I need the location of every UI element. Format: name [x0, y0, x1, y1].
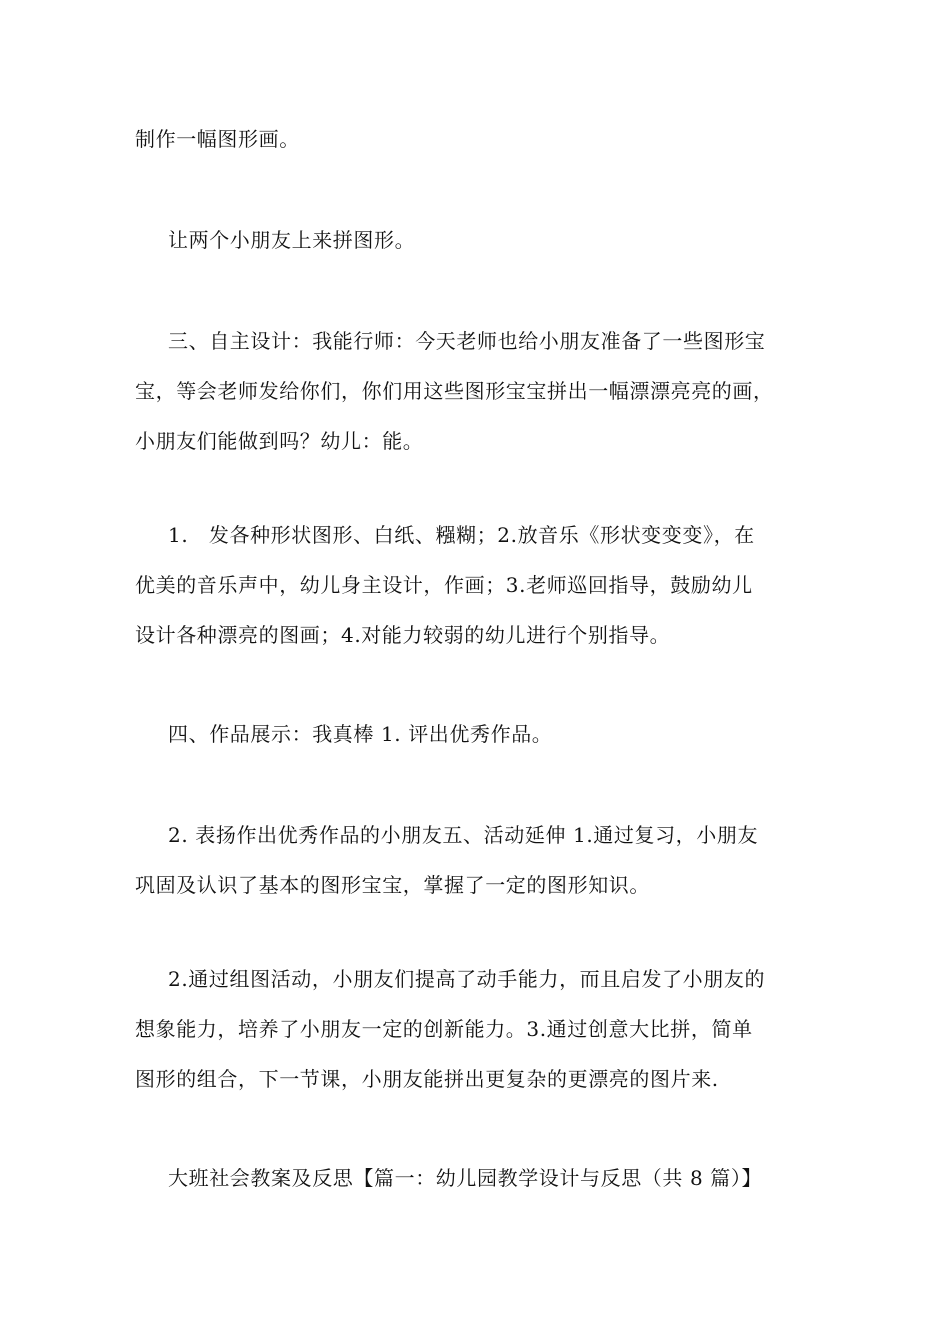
text-line: 宝，等会老师发给你们，你们用这些图形宝宝拼出一幅漂漂亮亮的画， — [135, 379, 774, 403]
text-line: 优美的音乐声中，幼儿身主设计，作画；3.老师巡回指导，鼓励幼儿 — [135, 573, 753, 597]
text-line: 巩固及认识了基本的图形宝宝，掌握了一定的图形知识。 — [135, 873, 650, 897]
text-line: 2. 表扬作出优秀作品的小朋友五、活动延伸 1.通过复习，小朋友 — [168, 823, 759, 847]
text-line: 三、自主设计：我能行师：今天老师也给小朋友准备了一些图形宝 — [168, 329, 766, 353]
text-line: 1. 发各种形状图形、白纸、糨糊；2.放音乐《形状变变变》，在 — [168, 523, 755, 547]
text-line: 小朋友们能做到吗？幼儿：能。 — [135, 429, 424, 453]
text-line: 制作一幅图形画。 — [135, 127, 300, 151]
text-line: 让两个小朋友上来拼图形。 — [168, 228, 416, 252]
text-line: 想象能力，培养了小朋友一定的创新能力。3.通过创意大比拼，简单 — [135, 1017, 753, 1041]
text-line: 设计各种漂亮的图画；4.对能力较弱的幼儿进行个别指导。 — [135, 623, 671, 647]
text-line: 2.通过组图活动，小朋友们提高了动手能力，而且启发了小朋友的 — [168, 967, 766, 991]
text-line: 大班社会教案及反思【篇一：幼儿园教学设计与反思（共 8 篇）】 — [168, 1166, 763, 1190]
text-line: 四、作品展示：我真棒 1. 评出优秀作品。 — [168, 722, 553, 746]
text-line: 图形的组合，下一节课，小朋友能拼出更复杂的更漂亮的图片来. — [135, 1067, 719, 1091]
